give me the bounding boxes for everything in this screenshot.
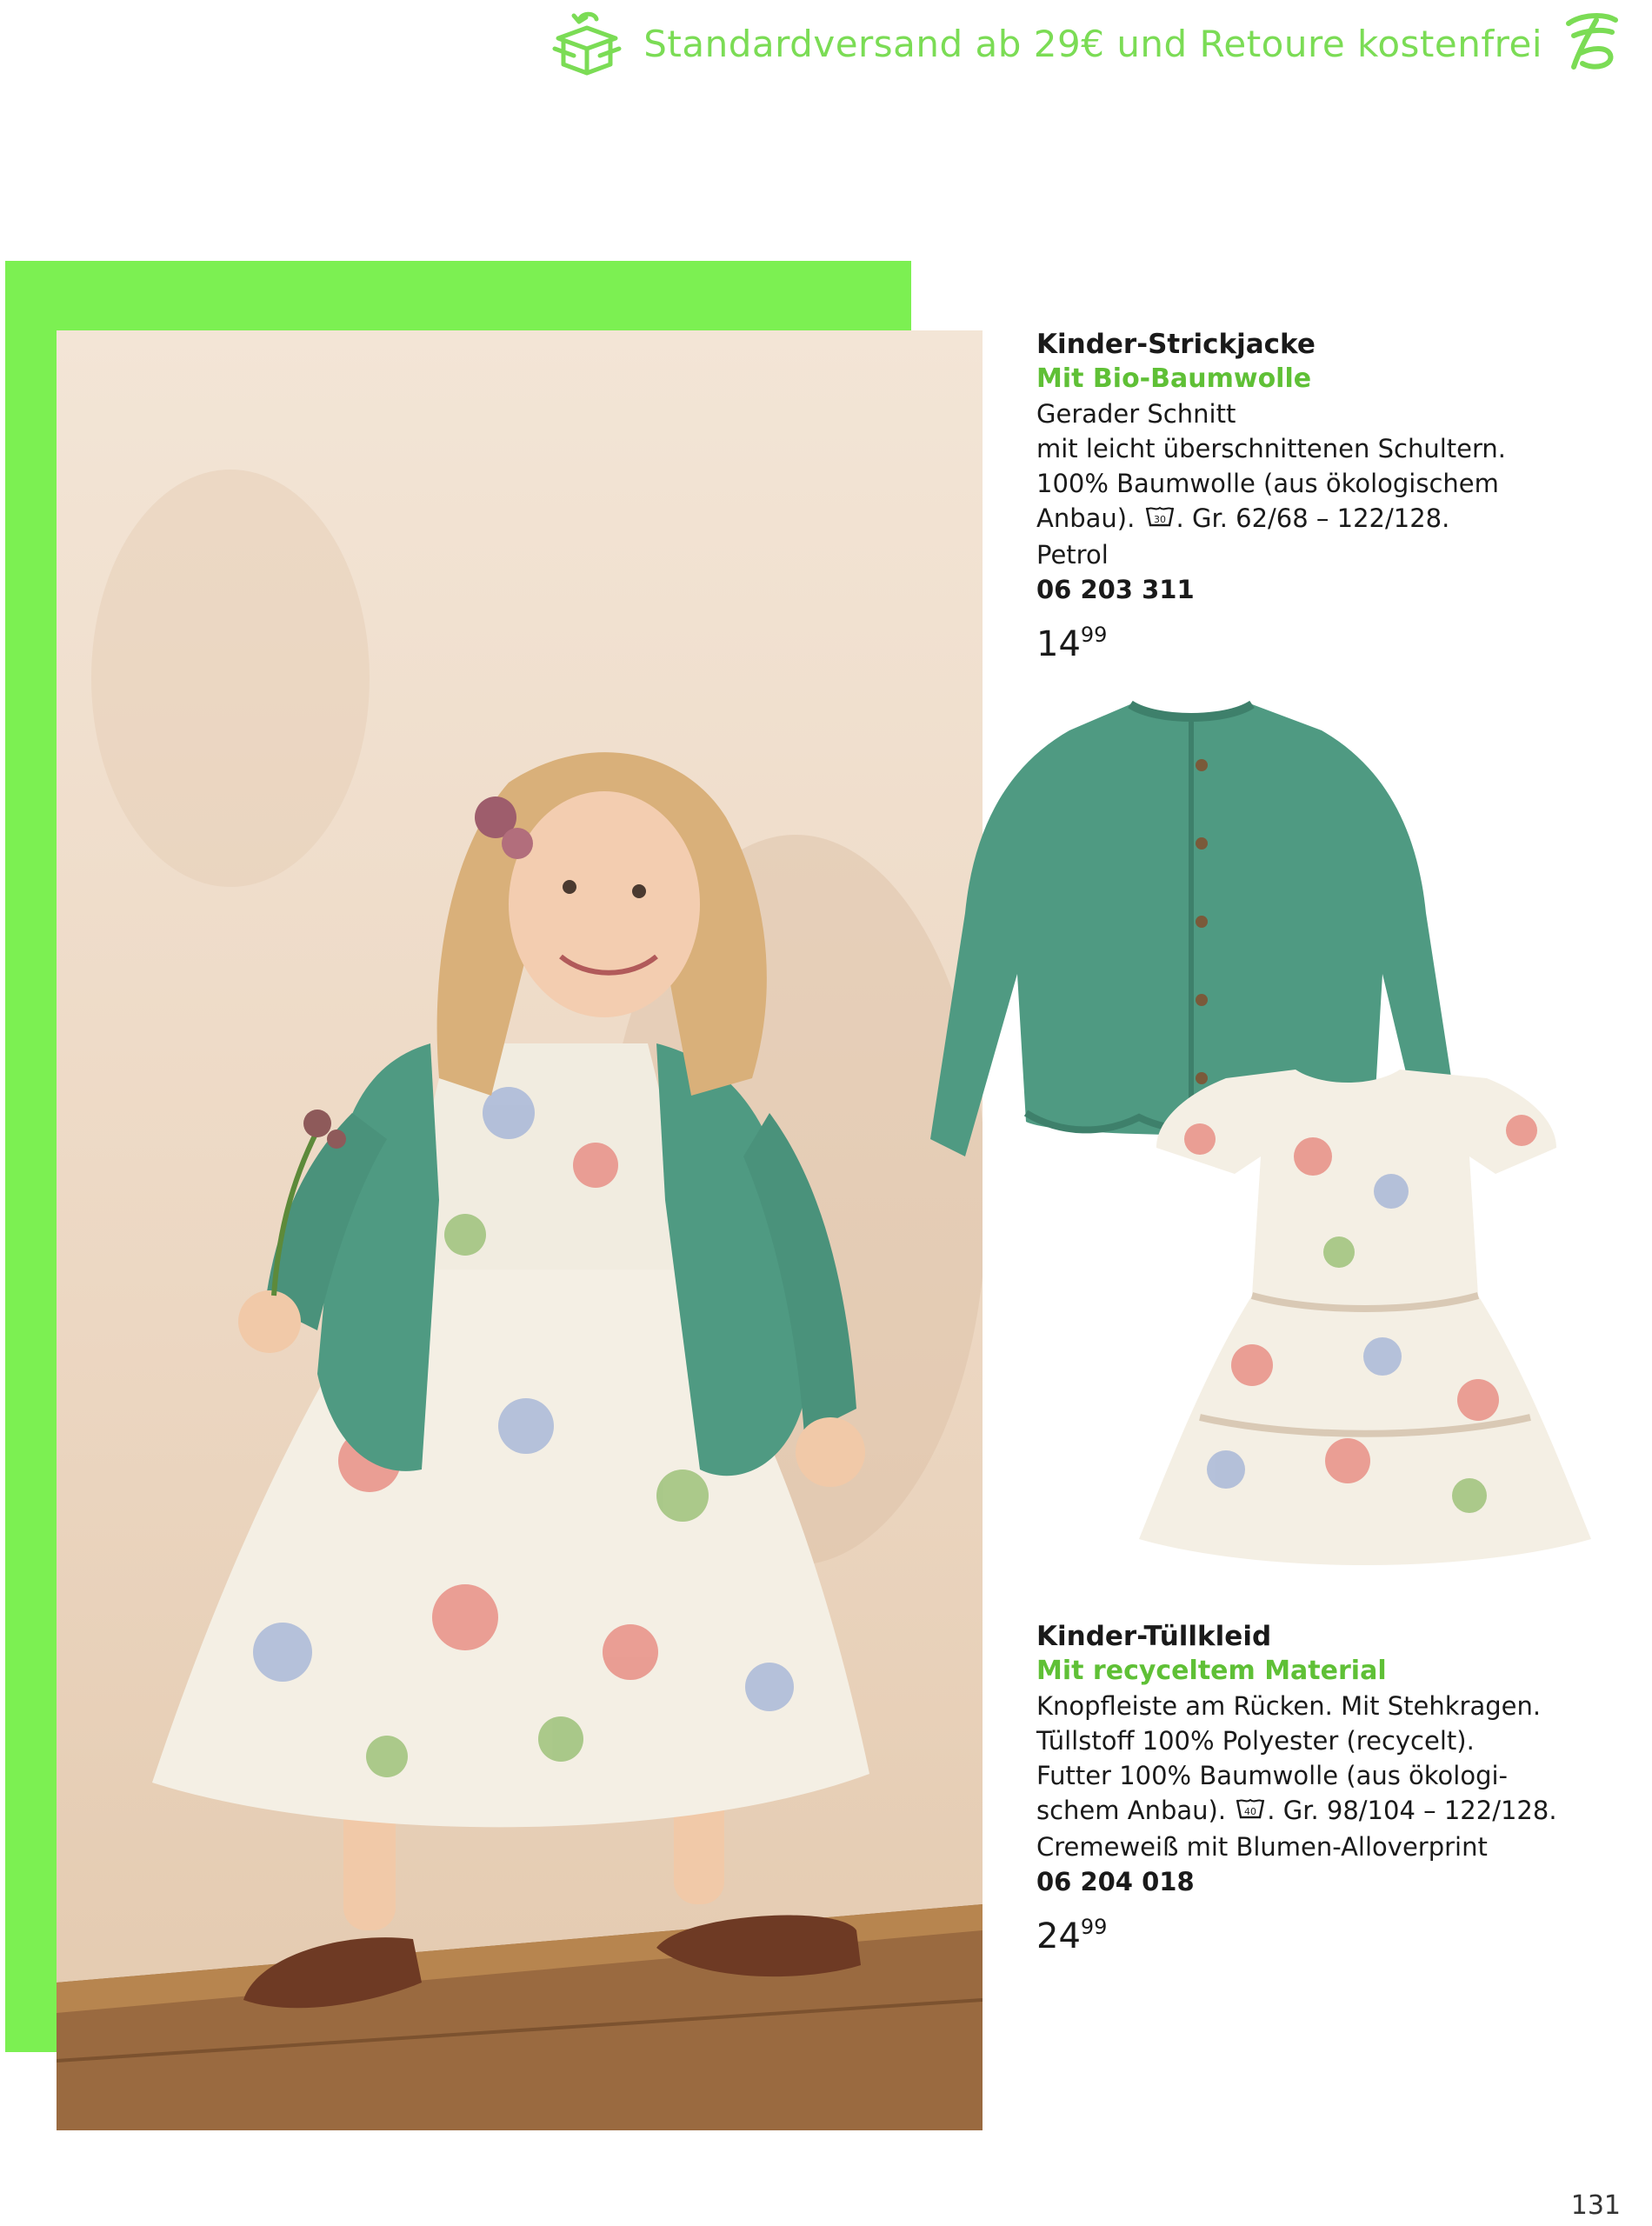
care-prefix: schem Anbau). (1036, 1796, 1227, 1825)
product-subtitle: Mit Bio-Baumwolle (1036, 363, 1312, 394)
model-photo (57, 330, 983, 2130)
wash-30-icon (1145, 503, 1175, 537)
care-suffix: . Gr. 62/68 – 122/128. (1176, 503, 1450, 533)
product-description-line: Knopfleiste am Rücken. Mit Stehkragen. (1036, 1691, 1542, 1721)
svg-text:30: 30 (1153, 514, 1166, 525)
product-price (1036, 1909, 1610, 1954)
shipping-box-return-icon (550, 7, 624, 80)
product-subtitle: Mit recyceltem Material (1036, 1656, 1387, 1686)
care-suffix: . Gr. 98/104 – 122/128. (1267, 1796, 1557, 1825)
shipping-banner-text: Standardversand ab 29€ und Retoure kostenfrei (643, 22, 1542, 65)
product-color: Petrol (1036, 540, 1109, 570)
care-prefix: Anbau). (1036, 503, 1136, 533)
price-main: 14 (1036, 624, 1081, 664)
product-color: Cremeweiß mit Blumen-Alloverprint (1036, 1832, 1488, 1862)
tchibo-logo (1562, 10, 1621, 77)
article-number: 06 204 018 (1036, 1867, 1195, 1896)
product-price (1036, 617, 1610, 662)
product-description-line: Futter 100% Baumwolle (aus ökologi- (1036, 1761, 1509, 1790)
product-tuellkleid (1036, 1619, 1610, 1954)
product-care-line (1036, 501, 1610, 537)
product-description-line: Gerader Schnitt (1036, 399, 1236, 429)
price-cents: 99 (1080, 1915, 1108, 1939)
product-strickjacke (1036, 327, 1610, 662)
wash-40-icon (1236, 1795, 1265, 1829)
svg-text:40: 40 (1244, 1806, 1257, 1817)
price-main: 24 (1036, 1916, 1081, 1956)
shipping-banner (556, 0, 1652, 87)
price-cents: 99 (1080, 623, 1108, 647)
article-number: 06 203 311 (1036, 575, 1195, 604)
product-description-line: 100% Baumwolle (aus ökologischem (1036, 469, 1499, 498)
page-number: 131 (1570, 2190, 1621, 2221)
dress-product-image (1122, 1052, 1609, 1577)
product-title: Kinder-Tüllkleid (1036, 1621, 1272, 1652)
product-description-line: mit leicht überschnittenen Schultern. (1036, 434, 1506, 463)
product-title: Kinder-Strickjacke (1036, 329, 1316, 360)
product-description-line: Tüllstoff 100% Polyester (recycelt). (1036, 1726, 1475, 1756)
product-care-line (1036, 1793, 1610, 1829)
